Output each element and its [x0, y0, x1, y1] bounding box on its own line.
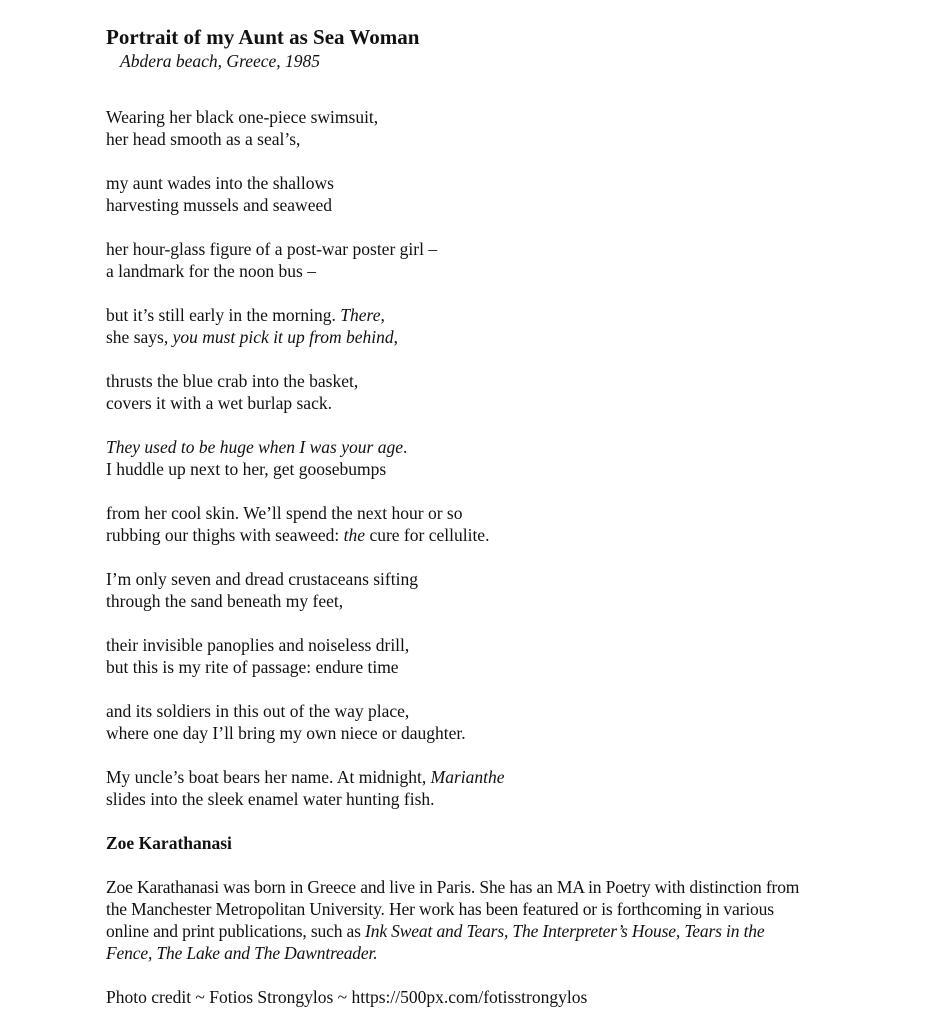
poem-line [106, 392, 826, 414]
text-run: her head smooth as a seal’s, [106, 129, 301, 149]
text-run: a landmark for the noon bus – [106, 261, 316, 281]
poem-line [106, 722, 826, 744]
italic-text: you must pick it up from behind [172, 327, 394, 347]
text-run: their invisible panoplies and noiseless drill, [106, 635, 410, 655]
poem-line [106, 128, 826, 150]
poem-line [106, 304, 826, 326]
text-run: harvesting mussels and seaweed [106, 195, 332, 215]
stanza [106, 172, 826, 216]
italic-text: They used to be huge when I was your age [106, 437, 403, 457]
italic-text: There [340, 305, 381, 325]
poem-line [106, 656, 826, 678]
text-run: . [402, 437, 408, 457]
poem-line [106, 590, 826, 612]
stanza [106, 502, 826, 546]
text-run: covers it with a wet burlap sack. [106, 393, 332, 413]
stanza [106, 436, 826, 480]
poem-line [106, 458, 826, 480]
text-run: , [380, 305, 385, 325]
poem-line [106, 172, 826, 194]
text-run: her hour-glass figure of a post-war poster girl – [106, 239, 438, 259]
poem-line [106, 370, 826, 392]
poem-line [106, 436, 826, 458]
text-run: I huddle up next to her, get goosebumps [106, 459, 387, 479]
text-run: , [393, 327, 398, 347]
poem-line [106, 326, 826, 348]
text-run: My uncle’s boat bears her name. At midnight, [106, 767, 431, 787]
italic-text: Marianthe [430, 767, 505, 787]
poem-subtitle: Abdera beach, Greece, 1985 [120, 51, 321, 71]
poem-line [106, 194, 826, 216]
text-run: from her cool skin. We’ll spend the next hour or so [106, 503, 463, 523]
poem-line [106, 634, 826, 656]
stanza [106, 700, 826, 744]
poem-line [106, 700, 826, 722]
photo-credit: Photo credit ~ Fotios Strongylos ~ https://500px.com/fotisstrongylos [106, 987, 588, 1007]
text-run: rubbing our thighs with seaweed: [106, 525, 344, 545]
text-run: Zoe Karathanasi was born in Greece and live in Paris. She has an MA in Poetry with distinction from the Manchester Metropolitan University. Her work has been featured or is forthcoming in various online and print publications, such as [106, 877, 800, 941]
text-run: my aunt wades into the shallows [106, 173, 334, 193]
author-name: Zoe Karathanasi [106, 833, 232, 853]
stanza [106, 766, 826, 810]
text-run: but this is my rite of passage: endure time [106, 657, 399, 677]
italic-text: Ink Sweat and Tears, The Interpreter’s House, Tears in the Fence, The Lake and The Dawntreader. [106, 921, 765, 963]
text-run: she says, [106, 327, 173, 347]
poem-line [106, 524, 826, 546]
poem-line [106, 766, 826, 788]
poem-line [106, 788, 826, 810]
author-bio [106, 876, 806, 964]
poem-title: Portrait of my Aunt as Sea Woman [106, 25, 420, 49]
text-run: where one day I’ll bring my own niece or daughter. [106, 723, 466, 743]
poem-body [106, 106, 826, 810]
poem-page [106, 24, 826, 1008]
stanza [106, 304, 826, 348]
poem-line [106, 238, 826, 260]
stanza [106, 106, 826, 150]
text-run: and its soldiers in this out of the way place, [106, 701, 410, 721]
text-run: cure for cellulite. [365, 525, 490, 545]
poem-line [106, 502, 826, 524]
text-run: Wearing her black one-piece swimsuit, [106, 107, 379, 127]
text-run: I’m only seven and dread crustaceans sifting [106, 569, 418, 589]
poem-line [106, 106, 826, 128]
text-run: but it’s still early in the morning. [106, 305, 341, 325]
text-run: thrusts the blue crab into the basket, [106, 371, 359, 391]
text-run: through the sand beneath my feet, [106, 591, 344, 611]
poem-line [106, 260, 826, 282]
stanza [106, 370, 826, 414]
stanza [106, 634, 826, 678]
poem-line [106, 568, 826, 590]
stanza [106, 568, 826, 612]
text-run: slides into the sleek enamel water hunting fish. [106, 789, 435, 809]
stanza [106, 238, 826, 282]
italic-text: the [343, 525, 366, 545]
